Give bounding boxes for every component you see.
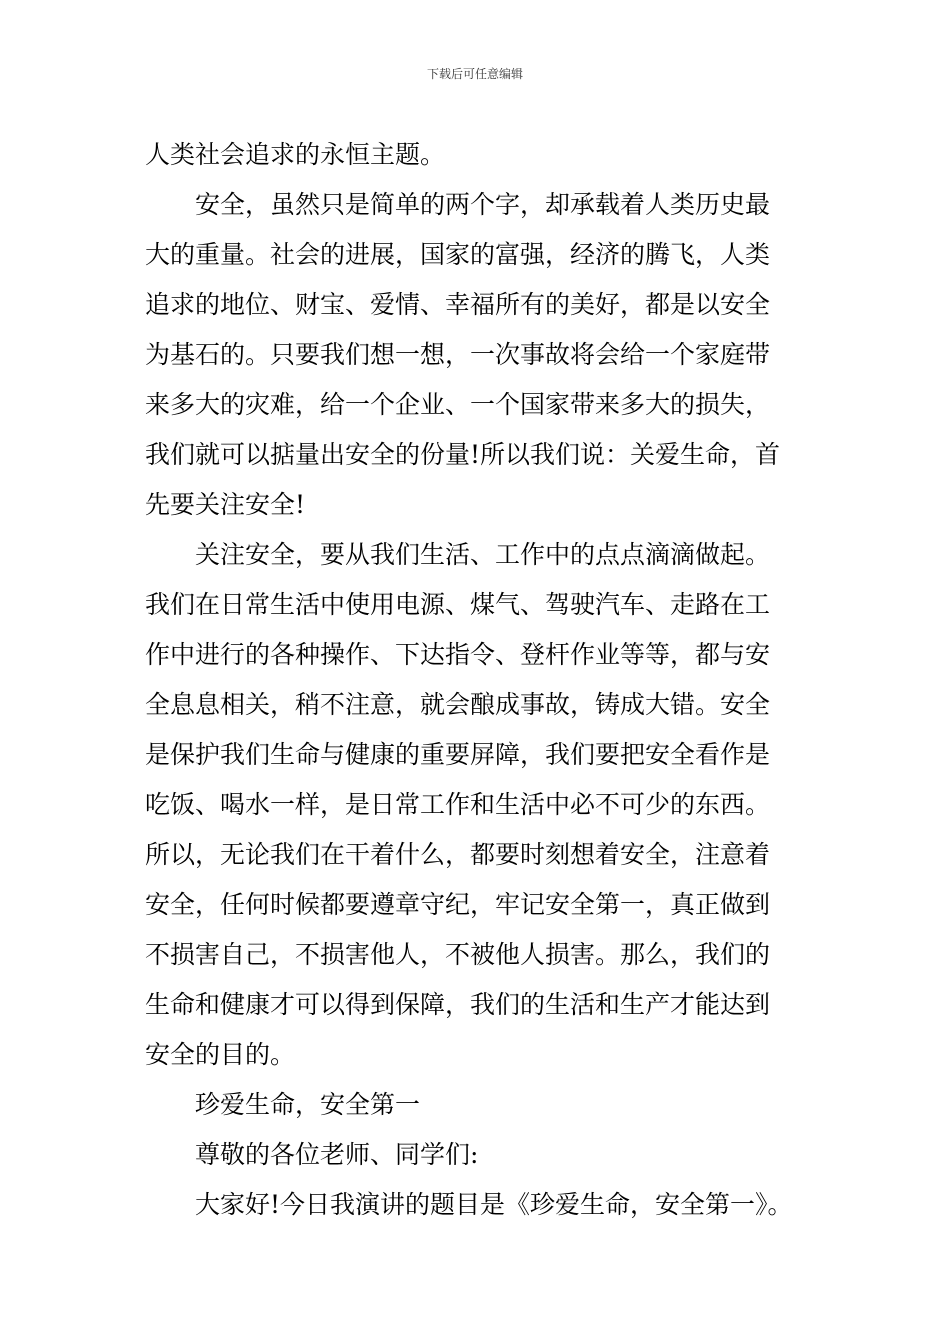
speech-title — [145, 1080, 825, 1130]
text-line: 安全，任何时候都要遵章守纪，牢记安全第一，真正做到 — [145, 890, 771, 919]
paragraph-safety-weight — [145, 180, 825, 530]
document-body — [145, 130, 825, 1230]
text-line: 所以，无论我们在干着什么，都要时刻想着安全，注意着 — [145, 840, 771, 869]
text-line: 安全，虽然只是简单的两个字，却承载着人类历史最 — [195, 190, 771, 219]
text-line: 是保护我们生命与健康的重要屏障，我们要把安全看作是 — [145, 740, 771, 769]
paragraph-daily-safety — [145, 530, 825, 1080]
text-line: 大的重量。社会的进展，国家的富强，经济的腾飞，人类 — [145, 240, 771, 269]
text-line: 安全的目的。 — [145, 1040, 296, 1069]
text-line: 大家好!今日我演讲的题目是《珍爱生命，安全第一》。 — [195, 1190, 793, 1219]
text-line: 追求的地位、财宝、爱情、幸福所有的美好，都是以安全 — [145, 290, 771, 319]
text-line: 来多大的灾难，给一个企业、一个国家带来多大的损失， — [145, 390, 771, 419]
paragraph-intro-tail — [145, 130, 825, 180]
text-line: 我们就可以掂量出安全的份量!所以我们说：关爱生命，首 — [145, 440, 781, 469]
speech-opening — [145, 1180, 825, 1230]
text-line: 我们在日常生活中使用电源、煤气、驾驶汽车、走路在工 — [145, 590, 771, 619]
text-line: 人类社会追求的永恒主题。 — [145, 140, 446, 169]
text-line: 吃饭、喝水一样，是日常工作和生活中必不可少的东西。 — [145, 790, 771, 819]
speech-salutation — [145, 1130, 825, 1180]
text-line: 珍爱生命，安全第一 — [195, 1090, 421, 1119]
text-line: 为基石的。只要我们想一想，一次事故将会给一个家庭带 — [145, 340, 771, 369]
text-line: 作中进行的各种操作、下达指令、登杆作业等等，都与安 — [145, 640, 771, 669]
text-line: 关注安全，要从我们生活、工作中的点点滴滴做起。 — [195, 540, 771, 569]
text-line: 先要关注安全! — [145, 490, 306, 519]
text-line: 不损害自己，不损害他人，不被他人损害。那么，我们的 — [145, 940, 771, 969]
page-header-note: 下载后可任意编辑 — [426, 67, 523, 81]
text-line: 尊敬的各位老师、同学们: — [195, 1140, 479, 1169]
text-line: 生命和健康才可以得到保障，我们的生活和生产才能达到 — [145, 990, 771, 1019]
text-line: 全息息相关，稍不注意，就会酿成事故，铸成大错。安全 — [145, 690, 771, 719]
